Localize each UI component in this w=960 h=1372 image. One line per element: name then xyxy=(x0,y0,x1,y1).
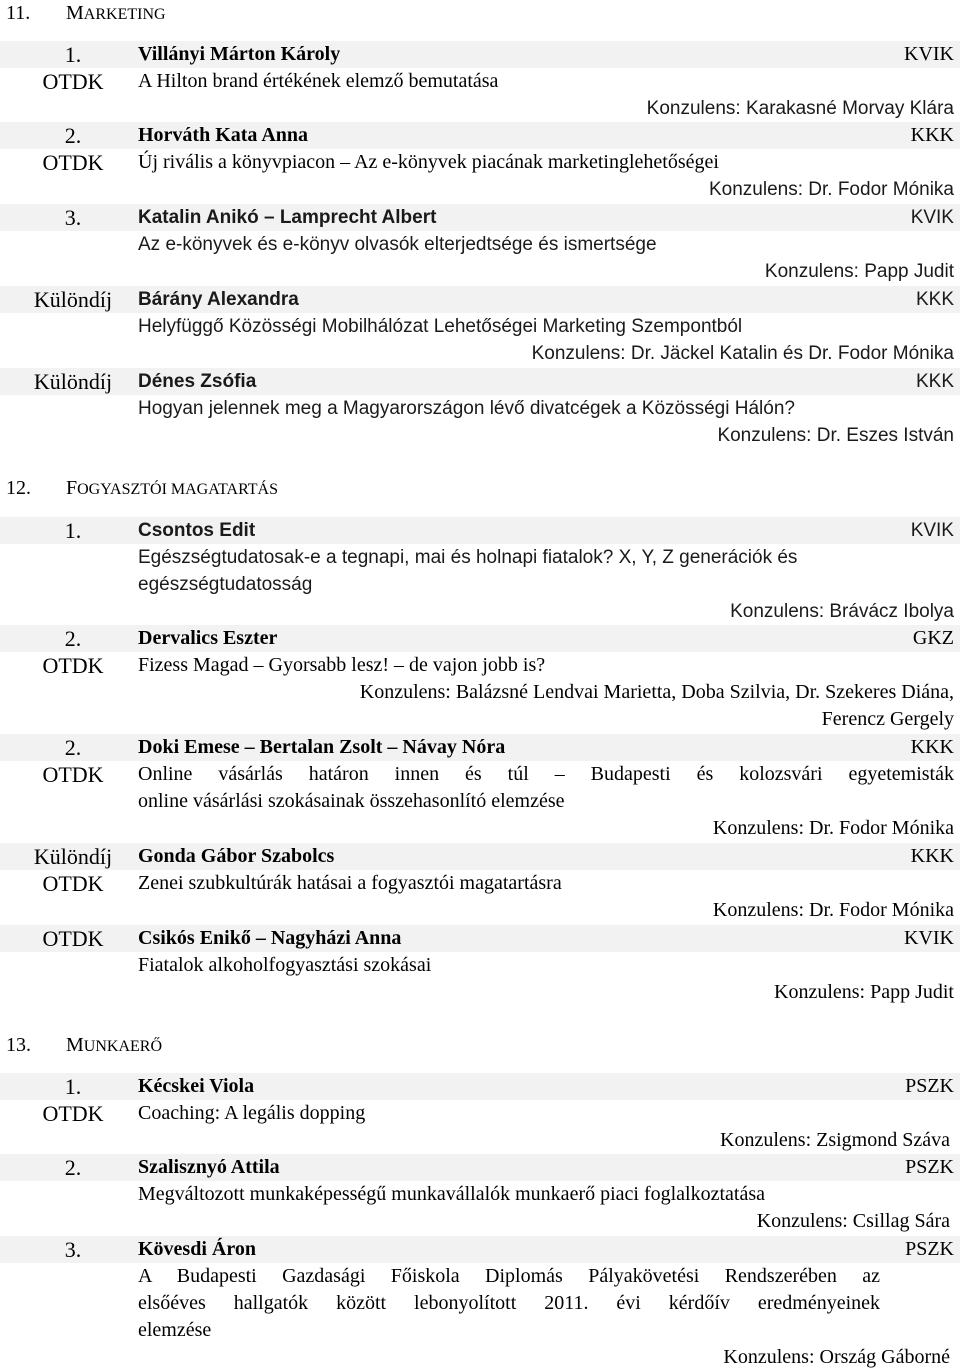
entry-title-line: Egészségtudatosak-e a tegnapi, mai és holnapi fiatalok? X, Y, Z generációk és xyxy=(138,547,798,568)
entry-title-line: Zenei szubkultúrák hatásai a fogyasztói magatartásra xyxy=(138,872,562,894)
section-number: 11. xyxy=(6,2,31,24)
entry-row xyxy=(0,1263,960,1290)
entry-title-line: elsőéves hallgatók között lebonyolított 2011. évi kérdőív eredményeinek xyxy=(138,1292,880,1314)
entry-header-row xyxy=(0,368,960,395)
entry-department: PSZK xyxy=(905,1156,954,1178)
entry-consultant: Konzulens: Ország Gáborné xyxy=(723,1346,950,1368)
entry-rank: Különdíj xyxy=(33,287,113,312)
entry-row xyxy=(0,1317,960,1344)
entry-row xyxy=(0,652,960,679)
entry-rank: 3. xyxy=(64,1237,82,1262)
entry-header-row xyxy=(0,41,960,68)
entry-award: OTDK xyxy=(42,69,104,94)
entry-title-line: Helyfüggő Közösségi Mobilhálózat Lehetőségei Marketing Szempontból xyxy=(138,316,743,337)
entry-row xyxy=(0,897,960,924)
entry-name: Dervalics Eszter xyxy=(138,627,278,649)
entry-row xyxy=(0,149,960,176)
entry-department: KKK xyxy=(910,845,954,867)
entry-row xyxy=(0,1208,960,1235)
entry-header-row xyxy=(0,843,960,870)
entry-title-line: egészségtudatosság xyxy=(138,574,313,595)
entry-rank: 2. xyxy=(64,735,82,760)
entry-row xyxy=(0,313,960,340)
entry-name: Villányi Márton Károly xyxy=(138,43,341,65)
entry-header-row xyxy=(0,286,960,313)
entry-row xyxy=(0,706,960,733)
entry-award: OTDK xyxy=(42,150,104,175)
entry-name: Katalin Anikó – Lamprecht Albert xyxy=(138,207,437,228)
entry-row xyxy=(0,176,960,203)
entry-department: PSZK xyxy=(905,1075,954,1097)
entry-award: OTDK xyxy=(42,1101,104,1126)
entry-title-line: Az e-könyvek és e-könyv olvasók elterjedtsége és ismertsége xyxy=(138,234,657,255)
entry-consultant-continued: Ferencz Gergely xyxy=(821,708,954,730)
entry-row xyxy=(0,571,960,598)
entry-name: Kövesdi Áron xyxy=(138,1238,256,1260)
entry-award: OTDK xyxy=(42,653,104,678)
entry-title-line: online vásárlási szokásainak összehasonlító elemzése xyxy=(138,790,565,812)
entry-title-line: Hogyan jelennek meg a Magyarországon lévő divatcégek a Közösségi Hálón? xyxy=(138,398,795,419)
entry-department: KVIK xyxy=(904,927,954,949)
entry-consultant: Konzulens: Dr. Fodor Mónika xyxy=(708,179,954,200)
section-heading-marketing xyxy=(0,2,166,25)
entry-department: KVIK xyxy=(910,520,954,541)
entry-title-line: Fizess Magad – Gyorsabb lesz! – de vajon jobb is? xyxy=(138,654,546,676)
entry-header-row xyxy=(0,1236,960,1263)
entry-rank: 2. xyxy=(64,1155,82,1180)
entry-row xyxy=(0,1181,960,1208)
section-heading-fogyasztoi-magatartas xyxy=(0,477,278,500)
entry-rank: 3. xyxy=(64,205,82,230)
entry-row xyxy=(0,258,960,285)
entry-consultant: Konzulens: Karakasné Morvay Klára xyxy=(646,98,954,119)
entry-header-row xyxy=(0,122,960,149)
entry-row xyxy=(0,979,960,1006)
entry-row xyxy=(0,1290,960,1317)
entry-row xyxy=(0,598,960,625)
entry-rank: 1. xyxy=(64,1074,82,1099)
entry-row xyxy=(0,870,960,897)
entry-name: Dénes Zsófia xyxy=(138,371,257,392)
entry-row xyxy=(0,395,960,422)
entry-name: Csikós Enikő – Nagyházi Anna xyxy=(138,927,402,949)
entry-header-row xyxy=(0,925,960,952)
entry-consultant: Konzulens: Dr. Eszes István xyxy=(717,425,954,446)
entry-consultant: Konzulens: Dr. Jäckel Katalin és Dr. Fodor Mónika xyxy=(531,343,954,364)
entry-consultant: Konzulens: Csillag Sára xyxy=(756,1210,950,1232)
section-title: MUNKAERŐ xyxy=(66,1034,163,1056)
entry-rank: 2. xyxy=(64,123,82,148)
entry-row xyxy=(0,679,960,706)
entry-consultant: Konzulens: Papp Judit xyxy=(764,261,954,282)
entry-title-line: Coaching: A legális dopping xyxy=(138,1102,366,1124)
section-title: FOGYASZTÓI MAGATARTÁS xyxy=(66,477,278,499)
entry-title-line: A Hilton brand értékének elemző bemutatása xyxy=(138,70,499,92)
entry-rank: OTDK xyxy=(42,926,104,951)
section-number: 12. xyxy=(6,477,31,499)
entry-award: OTDK xyxy=(42,762,104,787)
entry-row xyxy=(0,1100,960,1127)
entry-department: KKK xyxy=(915,289,954,310)
entry-consultant: Konzulens: Balázsné Lendvai Marietta, Doba Szilvia, Dr. Szekeres Diána, xyxy=(359,681,954,703)
entry-department: KKK xyxy=(915,371,954,392)
entry-row xyxy=(0,761,960,788)
entry-row xyxy=(0,68,960,95)
entry-rank: Különdíj xyxy=(33,369,113,394)
entry-row xyxy=(0,815,960,842)
entry-rank: 1. xyxy=(64,518,82,543)
entry-title-line: Fiatalok alkoholfogyasztási szokásai xyxy=(138,954,432,976)
section-title: MARKETING xyxy=(66,2,166,24)
entry-name: Csontos Edit xyxy=(138,520,256,541)
entry-name: Horváth Kata Anna xyxy=(138,124,309,146)
entry-name: Kécskei Viola xyxy=(138,1075,255,1097)
entry-row xyxy=(0,422,960,449)
entry-name: Gonda Gábor Szabolcs xyxy=(138,845,335,867)
entry-department: KVIK xyxy=(910,207,954,228)
entry-title-line: Online vásárlás határon innen és túl – Budapesti és kolozsvári egyetemisták xyxy=(138,763,954,785)
entry-department: PSZK xyxy=(905,1238,954,1260)
entry-title-line: Megváltozott munkaképességű munkavállalók munkaerő piaci foglalkoztatása xyxy=(138,1183,766,1205)
entry-header-row xyxy=(0,625,960,652)
entry-row xyxy=(0,231,960,258)
entry-row xyxy=(0,1127,960,1154)
entry-name: Doki Emese – Bertalan Zsolt – Návay Nóra xyxy=(138,736,506,758)
entry-header-row xyxy=(0,734,960,761)
entry-header-row xyxy=(0,204,960,231)
entry-consultant: Konzulens: Papp Judit xyxy=(774,981,954,1003)
entry-department: KKK xyxy=(910,736,954,758)
entry-department: KKK xyxy=(910,124,954,146)
entry-row xyxy=(0,788,960,815)
entry-name: Szalisznyó Attila xyxy=(138,1156,280,1178)
section-number: 13. xyxy=(6,1034,31,1056)
entry-row xyxy=(0,95,960,122)
entry-consultant: Konzulens: Brávácz Ibolya xyxy=(730,601,954,622)
entry-consultant: Konzulens: Zsigmond Száva xyxy=(720,1129,950,1151)
entry-rank: Különdíj xyxy=(33,844,113,869)
entry-name: Bárány Alexandra xyxy=(138,289,299,310)
entry-header-row xyxy=(0,517,960,544)
entry-consultant: Konzulens: Dr. Fodor Mónika xyxy=(712,899,954,921)
entry-row xyxy=(0,952,960,979)
section-heading-munkaero xyxy=(0,1034,162,1057)
entry-title-line: A Budapesti Gazdasági Főiskola Diplomás Pályakövetési Rendszerében az xyxy=(138,1265,880,1287)
entry-award: OTDK xyxy=(42,871,104,896)
entry-department: KVIK xyxy=(904,43,954,65)
entry-header-row xyxy=(0,1154,960,1181)
entry-row xyxy=(0,544,960,571)
entry-header-row xyxy=(0,1073,960,1100)
entry-row xyxy=(0,1344,960,1371)
entry-row xyxy=(0,340,960,367)
entry-consultant: Konzulens: Dr. Fodor Mónika xyxy=(712,817,954,839)
entry-title-line: Új rivális a könyvpiacon – Az e-könyvek piacának marketinglehetőségei xyxy=(138,151,719,173)
entry-title-line: elemzése xyxy=(138,1319,212,1341)
entry-department: GKZ xyxy=(912,627,954,649)
entry-rank: 2. xyxy=(64,626,82,651)
entry-rank: 1. xyxy=(64,42,82,67)
